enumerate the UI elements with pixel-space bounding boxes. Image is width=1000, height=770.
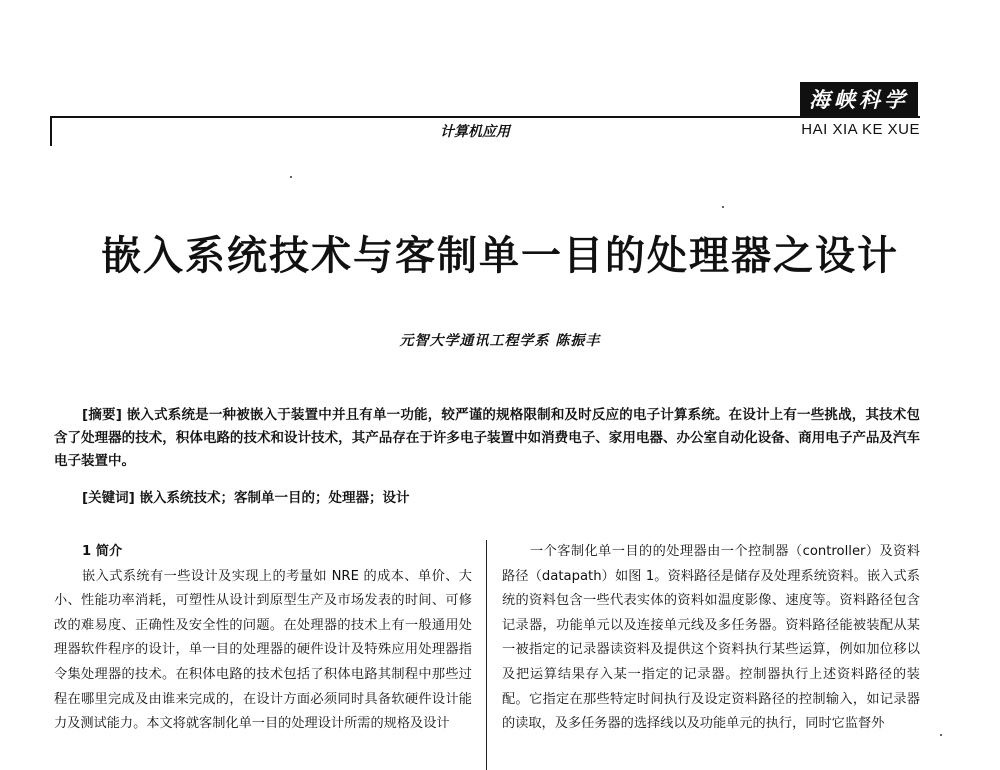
scan-speck <box>722 206 724 208</box>
keywords: [关键词] 嵌入系统技术；客制单一目的；处理器；设计 <box>82 490 410 506</box>
section-label: 计算机应用 <box>440 124 510 140</box>
body-column-right <box>502 540 920 737</box>
scan-speck <box>940 734 942 736</box>
scan-speck <box>290 176 292 178</box>
header-rule-tick <box>50 116 52 146</box>
article-title: 嵌入系统技术与客制单一目的处理器之设计 <box>101 232 899 279</box>
journal-name-english: HAI XIA KE XUE <box>801 121 920 138</box>
column-divider <box>486 540 487 770</box>
body-column-left <box>54 540 472 737</box>
section-heading: 1 简介 <box>82 544 123 559</box>
author-line: 元智大学通讯工程学系 陈振丰 <box>399 333 601 349</box>
body-paragraph: 一个客制化单一目的的处理器由一个控制器（controller）及资料路径（datapath）如图 1。资料路径是储存及处理系统资料。嵌入式系统的资料包含一些代表实体的资料如温度影像、速度等。资料路径包含记录器，功能单元以及连接单元线及多任务器。资料路径能被装配从某一被指定的记录器读资料及提供这个资料执行某些运算，例如加位移以及把运算结果存入某一指定的记录器。控制器执行上述资料路径的装配。它指定在那些特定时间执行及设定资料路径的控制输入，如记录器的读取，及多任务器的选择线以及功能单元的执行，同时它监督外 <box>502 544 920 732</box>
journal-brand-badge: 海峡科学 <box>800 82 918 116</box>
abstract: [摘要] 嵌入式系统是一种被嵌入于装置中并且有单一功能，较严谨的规格限制和及时反应的电子计算系统。在设计上有一些挑战，其技术包含了处理器的技术，积体电路的技术和设计技术，其产品存在于许多电子装置中如消费电子、家用电器、办公室自动化设备、商用电子产品及汽车电子装置中。 <box>54 407 920 469</box>
body-paragraph: 嵌入式系统有一些设计及实现上的考量如 NRE 的成本、单价、大小、性能功率消耗，可塑性从设计到原型生产及市场发表的时间、可修改的难易度、正确性及安全性的问题。在处理器的技术上有一般通用处理器软件程序的设计，单一目的处理器的硬件设计及特殊应用处理器指令集处理器的技术。在积体电路的技术包括了积体电路其制程中那些过程在哪里完成及由谁来完成的，在设计方面必须同时具备软硬件设计能力及测试能力。本文将就客制化单一目的处理设计所需的规格及设计 <box>54 568 472 732</box>
